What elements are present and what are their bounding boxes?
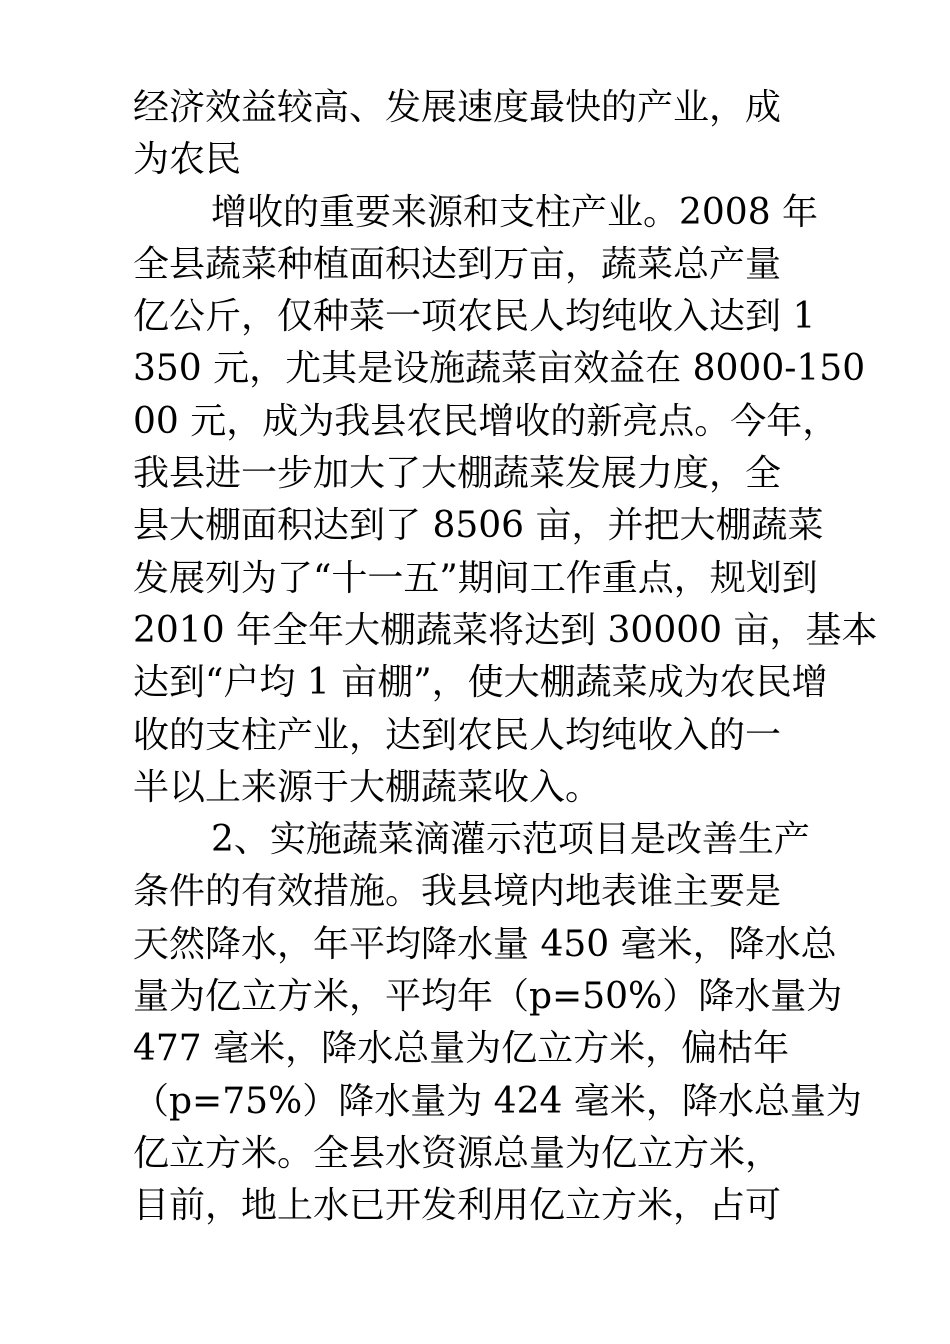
text-line: 全县蔬菜种植面积达到万亩，蔬菜总产量	[133, 243, 782, 285]
text-line: 半以上来源于大棚蔬菜收入。	[133, 766, 602, 808]
body-text	[133, 82, 878, 1233]
text-line: 目前，地上水已开发利用亿立方米，占可	[133, 1185, 782, 1227]
text-line: 量为亿立方米，平均年（p=50%）降水量为	[133, 976, 843, 1018]
text-line: 亿立方米。全县水资源总量为亿立方米，	[133, 1132, 782, 1174]
text-line: 经济效益较高、发展速度最快的产业，成	[133, 87, 782, 128]
text-line: 为农民	[133, 139, 242, 181]
text-line: 达到“户均 1 亩棚”，使大棚蔬菜成为农民增	[133, 662, 828, 704]
text-line: 350 元，尤其是设施蔬菜亩效益在 8000-150	[133, 348, 866, 390]
text-line: 亿公斤，仅种菜一项农民人均纯收入达到 1	[133, 296, 816, 338]
text-line: 我县进一步加大了大棚蔬菜发展力度，全	[133, 453, 782, 495]
text-line: 发展列为了“十一五”期间工作重点，规划到	[133, 557, 818, 599]
text-line: 收的支柱产业，达到农民人均纯收入的一	[133, 714, 782, 756]
text-line: 00 元，成为我县农民增收的新亮点。今年，	[133, 400, 839, 442]
text-line: 天然降水，年平均降水量 450 毫米，降水总	[133, 923, 837, 965]
paragraph-start-line: 2、实施蔬菜滴灌示范项目是改善生产	[211, 819, 810, 861]
text-line: （p=75%）降水量为 424 毫米，降水总量为	[133, 1080, 862, 1122]
text-line: 条件的有效措施。我县境内地表谁主要是	[133, 871, 782, 913]
text-line: 477 毫米，降水总量为亿立方米，偏枯年	[133, 1028, 790, 1070]
text-line: 2010 年全年大棚蔬菜将达到 30000 亩，基本	[133, 609, 878, 651]
paragraph-start-line: 增收的重要来源和支柱产业。2008 年	[211, 191, 819, 233]
text-line: 县大棚面积达到了 8506 亩，并把大棚蔬菜	[133, 505, 824, 547]
